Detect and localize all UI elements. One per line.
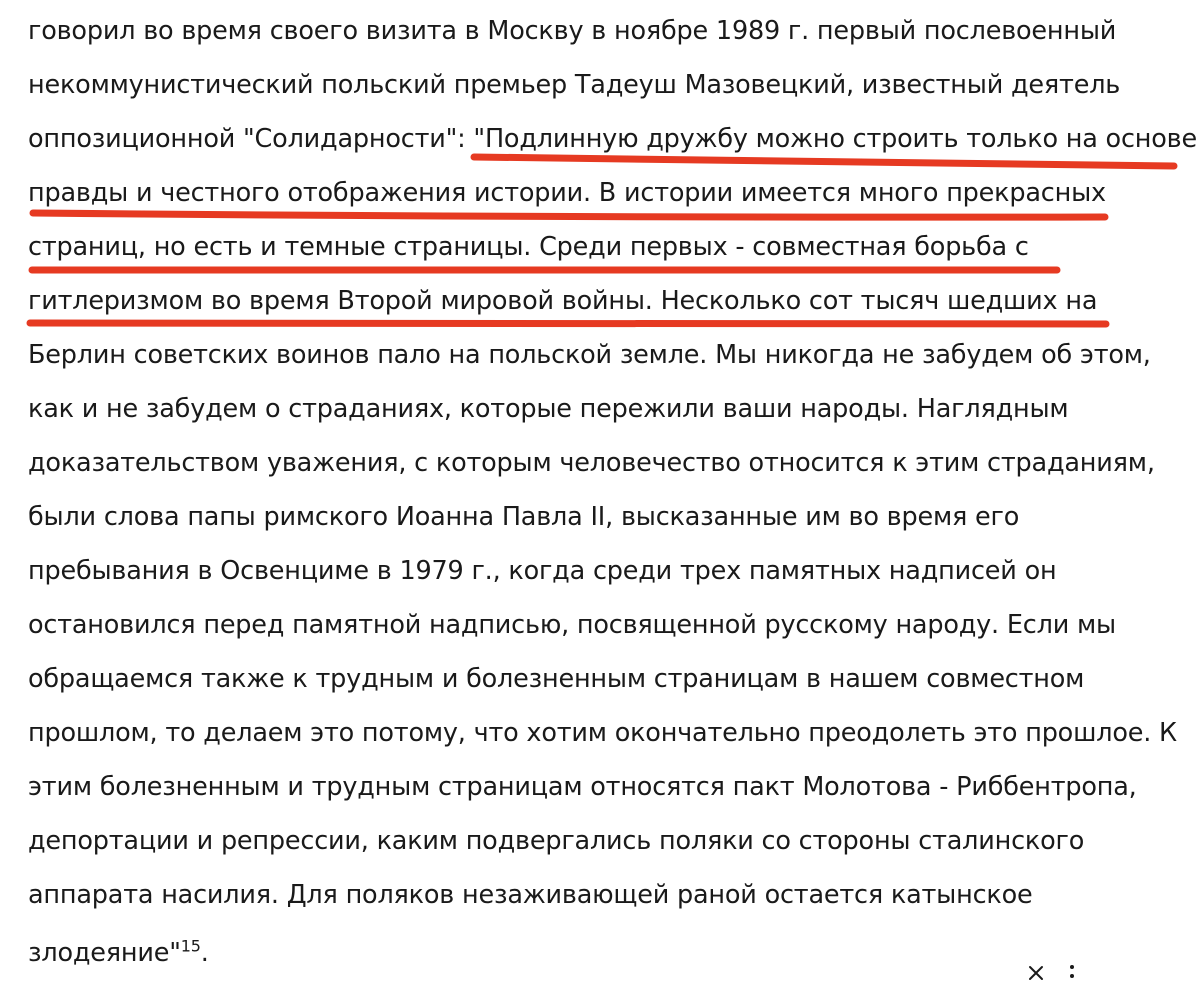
text-line: депортации и репрессии, каким подвергались поляки со стороны сталинского [28, 826, 1085, 856]
text-line: правды и честного отображения истории. В истории имеется много прекрасных [28, 178, 1106, 208]
text-line: обращаемся также к трудным и болезненным страницам в нашем совместном [28, 664, 1085, 694]
text-line: остановился перед памятной надписью, посвященной русскому народу. Если мы [28, 610, 1116, 640]
text-line: пребывания в Освенциме в 1979 г., когда среди трех памятных надписей он [28, 556, 1057, 586]
text-line: доказательством уважения, с которым человечество относится к этим страданиям, [28, 448, 1155, 478]
text-line: Берлин советских воинов пало на польской земле. Мы никогда не забудем об этом, [28, 340, 1151, 370]
more-vertical-icon[interactable] [1066, 963, 1078, 983]
text-line: как и не забудем о страданиях, которые пережили ваши народы. Наглядным [28, 394, 1069, 424]
text-line: страниц, но есть и темные страницы. Среди первых - совместная борьба с [28, 232, 1029, 262]
close-icon[interactable] [1026, 963, 1046, 983]
last-line-end: . [200, 938, 209, 968]
text-line: говорил во время своего визита в Москву в ноябре 1989 г. первый послевоенный [28, 16, 1117, 46]
text-line: аппарата насилия. Для поляков незаживающей раной остается катынское [28, 880, 1033, 910]
last-line-text: злодеяние" [28, 938, 181, 968]
text-line: некоммунистический польский премьер Тадеуш Мазовецкий, известный деятель [28, 70, 1121, 100]
text-line: гитлеризмом во время Второй мировой войны. Несколько сот тысяч шедших на [28, 286, 1098, 316]
text-line-last [28, 926, 209, 980]
text-line: прошлом, то делаем это потому, что хотим окончательно преодолеть это прошлое. К [28, 718, 1177, 748]
text-line: оппозиционной "Солидарности": "Подлинную дружбу можно строить только на основе [28, 124, 1197, 154]
text-line: были слова папы римского Иоанна Павла II, высказанные им во время его [28, 502, 1020, 532]
text-line: этим болезненным и трудным страницам относятся пакт Молотова - Риббентропа, [28, 772, 1137, 802]
footnote-marker[interactable]: 15 [180, 936, 201, 956]
reader-controls [1018, 958, 1098, 983]
